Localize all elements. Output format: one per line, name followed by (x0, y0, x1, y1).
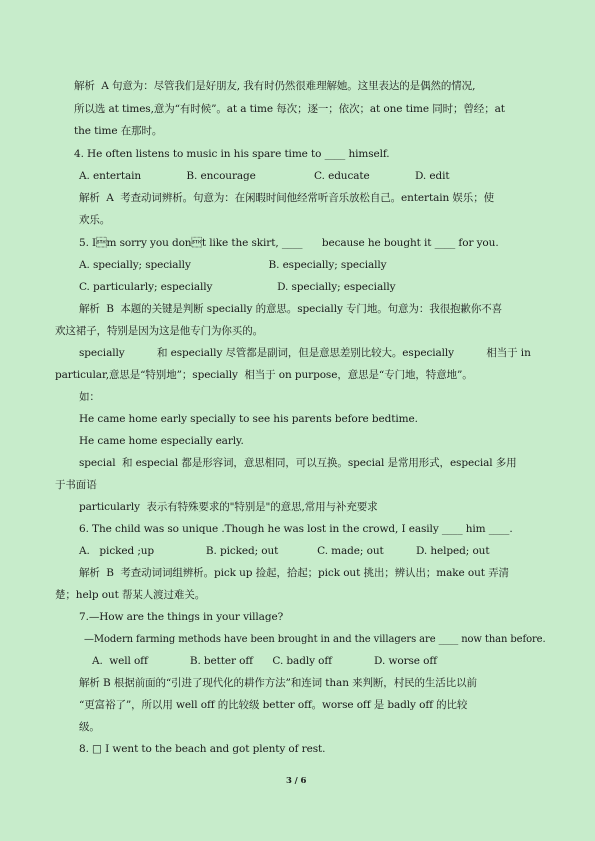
text-line: A. entertain B. encourage C. educate D. edit (79, 170, 450, 182)
text-line: special 和 especial 都是形容词，意思相同，可以互换。special 是常用形式，especial 多用 (79, 457, 517, 469)
text-line: specially 和 especially 尽管都是副词，但是意思差别比较大。especially 相当于 in (79, 347, 531, 359)
text-line: C. particularly; especially D. specially; especially (79, 281, 396, 293)
text-line: 如： (79, 391, 100, 403)
text-line: 解析 A 考查动词辨析。句意为：在闲暇时间他经常听音乐放松自己。entertain 娱乐；使 (79, 192, 494, 204)
text-line: particularly 表示有特殊要求的"特别是"的意思,常用与补充要求 (79, 501, 378, 513)
text-line: “更富裕了”，所以用 well off 的比较级 better off。worse off 是 badly off 的比较 (79, 699, 468, 711)
text-line: —Modern farming methods have been brought in and the villagers are ____ now than before. (84, 633, 546, 645)
text-line: 5. Im sorry you dont like the skirt, ____ because he bought it ____ for you. (79, 237, 499, 249)
text-line: 解析 A 句意为：尽管我们是好朋友, 我有时仍然很难理解她。这里表达的是偶然的情况, (74, 80, 476, 92)
text-line: 解析 B 根据前面的“引进了现代化的耕作方法”和连词 than 来判断，村民的生活比以前 (79, 677, 477, 689)
text-line: 4. He often listens to music in his spare time to ____ himself. (74, 148, 390, 160)
text-line: 8. □ I went to the beach and got plenty of rest. (79, 743, 326, 755)
text-line: A. specially; specially B. especially; specially (79, 259, 387, 271)
text-line: 欢这裙子，特别是因为这是他专门为你买的。 (55, 325, 263, 337)
text-line: 解析 B 本题的关键是判断 specially 的意思。specially 专门地。句意为：我很抱歉你不喜 (79, 303, 503, 315)
page-number: 3 / 6 (286, 776, 307, 786)
text-line: the time 在那时。 (74, 125, 163, 137)
text-line: particular,意思是“特别地”；specially 相当于 on purpose，意思是“专门地，特意地”。 (55, 369, 473, 381)
text-line: 欢乐。 (79, 214, 111, 226)
text-line: 7.—How are the things in your village? (79, 611, 284, 623)
text-line: 于书面语 (55, 479, 97, 491)
text-line: 楚；help out 帮某人渡过难关。 (55, 589, 206, 601)
text-line: 解析 B 考查动词词组辨析。pick up 捡起，拾起；pick out 挑出；辨认出；make out 弄清 (79, 567, 509, 579)
text-line: 级。 (79, 721, 100, 733)
text-line: 6. The child was so unique .Though he was lost in the crowd, I easily ____ him ____. (79, 523, 513, 535)
text-line: A. well off B. better off C. badly off D. worse off (92, 655, 437, 667)
text-line: He came home early specially to see his parents before bedtime. (79, 413, 418, 425)
text-line: He came home especially early. (79, 435, 244, 447)
text-line: A. picked ;up B. picked; out C. made; out D. helped; out (79, 545, 490, 557)
text-line: 所以选 at times,意为“有时候”。at a time 每次；逐一；依次；at one time 同时；曾经；at (74, 103, 505, 115)
